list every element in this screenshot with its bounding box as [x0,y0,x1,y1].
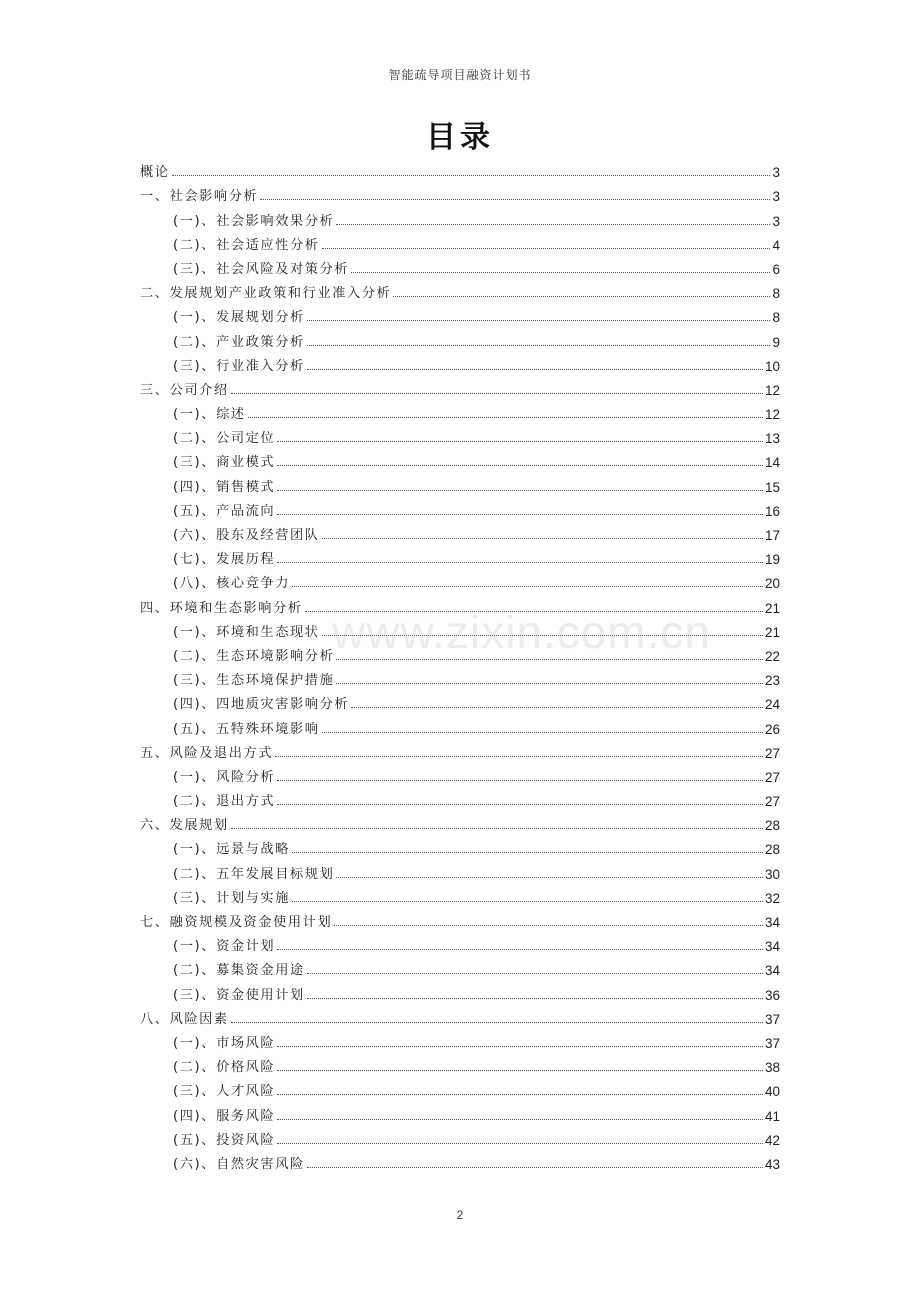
toc-entry-label: (四)、四地质灾害影响分析 [173,697,350,713]
toc-entry-label: (二)、产业政策分析 [173,334,305,350]
toc-entry-page: 12 [764,407,780,423]
toc-entry-page: 28 [764,842,780,858]
toc-entry-page: 34 [764,939,780,955]
toc-entry-label: (一)、环境和生态现状 [173,624,320,640]
toc-leader-dots [231,827,763,829]
toc-leader-dots [307,344,771,346]
toc-entry[interactable] [140,1152,780,1176]
toc-leader-dots [275,755,763,757]
toc-entry[interactable] [140,402,780,426]
toc-leader-dots [277,779,763,781]
toc-entry-label: 六、发展规划 [140,818,229,834]
toc-entry[interactable] [140,1079,780,1103]
toc-entry-page: 15 [764,479,780,495]
toc-entry-label: (二)、价格风险 [173,1060,276,1076]
toc-entry-page: 24 [764,697,780,713]
toc-leader-dots [336,658,763,660]
toc-entry[interactable] [140,160,780,184]
toc-leader-dots [277,464,763,466]
toc-leader-dots [351,271,770,273]
toc-leader-dots [336,876,763,878]
toc-entry-label: (二)、公司定位 [173,431,276,447]
toc-entry-page: 26 [764,721,780,737]
toc-entry-label: (一)、社会影响效果分析 [173,213,335,229]
toc-entry[interactable] [140,208,780,232]
toc-leader-dots [307,319,771,321]
toc-entry-page: 3 [772,165,780,181]
toc-entry-label: (三)、生态环境保护措施 [173,673,335,689]
toc-entry-page: 20 [764,576,780,592]
toc-leader-dots [248,416,763,418]
toc-leader-dots [277,440,763,442]
toc-entry[interactable] [140,910,780,934]
toc-leader-dots [231,392,763,394]
toc-entry-page: 43 [764,1156,780,1172]
toc-entry[interactable] [140,1128,780,1152]
toc-entry[interactable] [140,1031,780,1055]
toc-leader-dots [292,900,763,902]
toc-entry-label: (二)、生态环境影响分析 [173,648,335,664]
toc-entry[interactable] [140,184,780,208]
toc-entry-label: (一)、资金计划 [173,939,276,955]
toc-entry[interactable] [140,982,780,1006]
toc-entry[interactable] [140,499,780,523]
toc-entry[interactable] [140,1007,780,1031]
toc-entry[interactable] [140,233,780,257]
toc-leader-dots [292,585,763,587]
toc-entry-label: 概论 [140,165,170,181]
toc-leader-dots [307,1166,763,1168]
toc-entry[interactable] [140,620,780,644]
toc-entry-label: (六)、股东及经营团队 [173,528,320,543]
toc-entry-label: (六)、自然灾害风险 [173,1156,305,1172]
toc-entry[interactable] [140,668,780,692]
toc-entry-label: 五、风险及退出方式 [140,745,274,761]
toc-entry-page: 27 [764,745,780,761]
toc-entry[interactable] [140,837,780,861]
toc-leader-dots [322,537,763,539]
page-header: 智能疏导项目融资计划书 [388,68,532,82]
toc-entry-page: 8 [772,310,780,326]
toc-entry-label: (三)、人才风险 [173,1084,276,1100]
toc-leader-dots [172,174,771,176]
toc-leader-dots [351,706,763,708]
toc-entry[interactable] [140,886,780,910]
toc-leader-dots [277,1118,763,1120]
toc-entry-label: (三)、商业模式 [173,455,276,471]
toc-leader-dots [336,223,770,225]
toc-leader-dots [322,634,763,636]
toc-leader-dots [305,610,763,612]
toc-entry[interactable] [140,595,780,619]
page-number: 2 [456,1208,464,1222]
toc-entry-label: (一)、远景与战略 [173,842,291,858]
toc-entry-page: 4 [772,237,780,253]
toc-leader-dots [277,948,763,950]
toc-entry[interactable] [140,716,780,740]
toc-entry[interactable] [140,281,780,305]
toc-entry-page: 6 [772,261,780,277]
toc-entry-page: 10 [764,358,780,374]
toc-entry-label: 八、风险因素 [140,1011,229,1027]
toc-entry-label: (一)、风险分析 [173,769,276,785]
toc-entry-label: (二)、退出方式 [173,794,276,810]
toc-entry[interactable] [140,354,780,378]
toc-leader-dots [292,851,763,853]
toc-entry[interactable] [140,378,780,402]
toc-leader-dots [336,682,763,684]
toc-entry-page: 22 [764,648,780,664]
toc-entry[interactable] [140,692,780,716]
toc-leader-dots [277,489,763,491]
toc-entry-label: 一、社会影响分析 [140,189,259,205]
toc-entry-page: 13 [764,431,780,447]
toc-entry-label: 七、融资规模及资金使用计划 [140,915,333,930]
toc-entry-label: (五)、投资风险 [173,1132,276,1148]
toc-entry[interactable] [140,861,780,885]
toc-entry-label: 三、公司介绍 [140,382,229,398]
toc-entry-label: (一)、综述 [173,407,246,423]
toc-entry[interactable] [140,547,780,571]
toc-leader-dots [260,198,770,200]
toc-entry-page: 16 [764,503,780,519]
toc-entry[interactable] [140,765,780,789]
toc-leader-dots [277,513,763,515]
page-title: 目录 [426,120,494,155]
toc-entry[interactable] [140,329,780,353]
toc-entry-label: (四)、销售模式 [173,479,276,495]
toc-entry[interactable] [140,257,780,281]
toc-leader-dots [277,1093,763,1095]
toc-entry[interactable] [140,813,780,837]
toc-entry-page: 27 [764,794,780,810]
toc-entry-label: (三)、计划与实施 [173,890,291,906]
toc-entry-page: 12 [764,382,780,398]
toc-entry-page: 8 [772,286,780,302]
toc-entry-label: (八)、核心竞争力 [173,576,291,592]
toc-entry[interactable] [140,1103,780,1127]
toc-leader-dots [277,1069,763,1071]
toc-entry-page: 38 [764,1060,780,1076]
toc-entry[interactable] [140,450,780,474]
toc-entry[interactable] [140,789,780,813]
table-of-contents [140,160,780,1176]
toc-entry[interactable] [140,426,780,450]
toc-entry-page: 23 [764,673,780,689]
toc-entry[interactable] [140,958,780,982]
toc-entry-page: 19 [764,552,780,568]
toc-entry[interactable] [140,474,780,498]
toc-entry-label: (二)、社会适应性分析 [173,237,320,253]
toc-entry-label: (三)、社会风险及对策分析 [173,261,350,277]
toc-entry[interactable] [140,305,780,329]
toc-entry-page: 27 [764,769,780,785]
toc-entry-page: 30 [764,866,780,882]
toc-entry[interactable] [140,523,780,547]
watermark: www.zixin.com.cn [332,606,711,658]
toc-leader-dots [307,972,763,974]
toc-entry-page: 3 [772,213,780,229]
toc-entry-label: (一)、市场风险 [173,1035,276,1051]
toc-entry-page: 3 [772,189,780,205]
toc-entry-label: (一)、发展规划分析 [173,310,305,326]
toc-leader-dots [322,731,763,733]
toc-leader-dots [307,997,763,999]
toc-entry-page: 21 [764,600,780,616]
toc-entry-label: 四、环境和生态影响分析 [140,600,303,616]
toc-entry-page: 40 [764,1084,780,1100]
toc-entry[interactable] [140,1055,780,1079]
toc-entry-page: 42 [764,1132,780,1148]
toc-entry-label: (二)、募集资金用途 [173,963,305,979]
toc-entry-page: 14 [764,455,780,471]
toc-entry-label: (四)、服务风险 [173,1108,276,1124]
toc-leader-dots [393,295,770,297]
toc-entry-page: 36 [764,987,780,1003]
toc-entry-label: (五)、产品流向 [173,503,276,519]
toc-leader-dots [322,247,771,249]
toc-entry-page: 32 [764,890,780,906]
toc-entry-page: 9 [772,334,780,350]
toc-leader-dots [277,561,763,563]
toc-leader-dots [277,1142,763,1144]
toc-entry-page: 41 [764,1108,780,1124]
toc-entry-label: (二)、五年发展目标规划 [173,866,335,882]
toc-entry[interactable] [140,571,780,595]
toc-leader-dots [277,803,763,805]
toc-entry-label: (五)、五特殊环境影响 [173,721,320,737]
toc-entry[interactable] [140,934,780,958]
toc-entry-page: 21 [764,624,780,640]
toc-entry[interactable] [140,741,780,765]
toc-entry-page: 34 [764,915,780,930]
toc-entry-label: 二、发展规划产业政策和行业准入分析 [140,286,392,302]
toc-entry-page: 37 [764,1011,780,1027]
toc-leader-dots [334,924,763,926]
toc-leader-dots [277,1045,763,1047]
toc-entry-label: (三)、行业准入分析 [173,358,305,374]
toc-entry-page: 37 [764,1035,780,1051]
toc-entry-label: (七)、发展历程 [173,552,276,568]
toc-leader-dots [307,368,763,370]
toc-entry-page: 17 [764,528,780,543]
toc-entry-label: (三)、资金使用计划 [173,987,305,1003]
toc-entry[interactable] [140,644,780,668]
toc-entry-page: 34 [764,963,780,979]
toc-leader-dots [231,1021,763,1023]
toc-entry-page: 28 [764,818,780,834]
